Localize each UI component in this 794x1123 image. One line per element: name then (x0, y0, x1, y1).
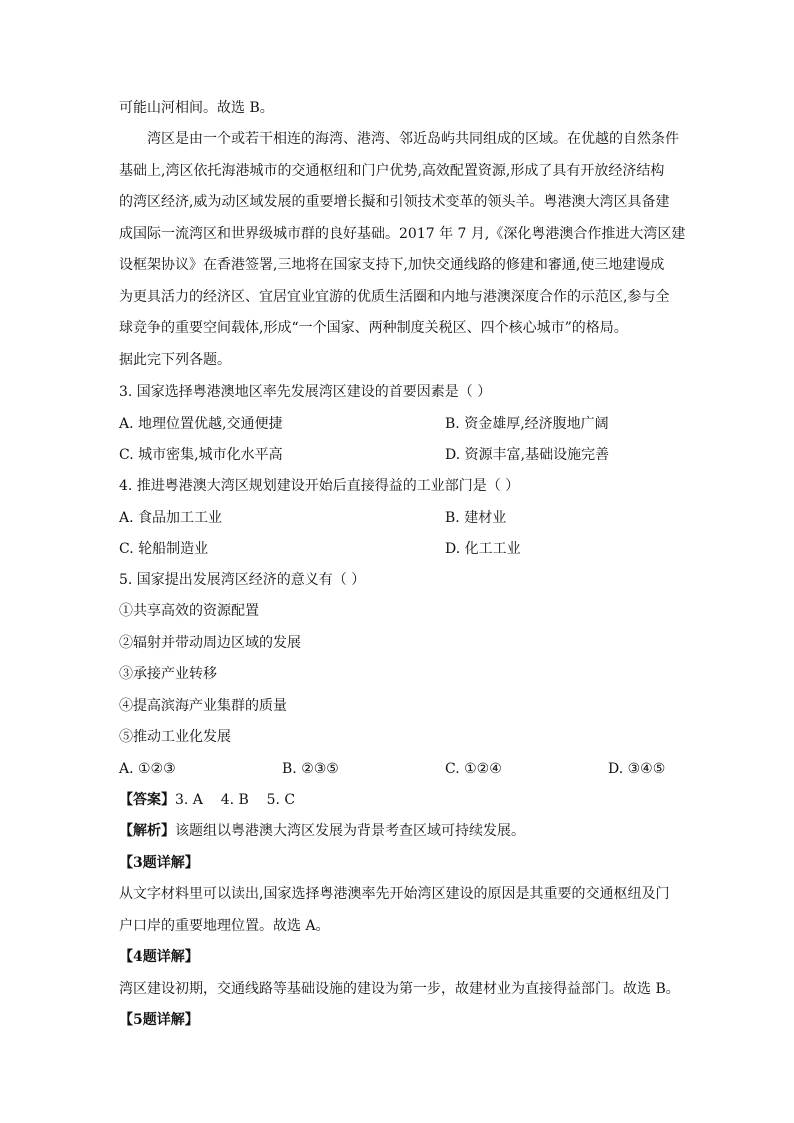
detail-5-heading: 【5题详解】 (119, 1012, 199, 1028)
passage-line-5: 设框架协议》在香港签署,三地将在国家支持下,加快交通线路的修建和審通,使三地建谩成 (119, 257, 665, 273)
question-3-option-c: C. 城市密集,城市化水平高 (119, 447, 283, 463)
question-5-item-1: ①共享高效的资源配置 (119, 603, 259, 619)
detail-3-line-2: 户口岸的重要地理位置。故选 A。 (119, 918, 330, 934)
answer-text: 3. A 4. B 5. C (175, 792, 296, 808)
detail-4-line-1: 湾区建设初期，交通线路等基础设施的建设为第一步，故建材业为直接得益部门。故选 B。 (119, 981, 680, 997)
question-5-item-3: ③承接产业转移 (119, 666, 217, 682)
question-3-stem: 3. 国家选择粤港澳地区率先发展湾区建设的首要因素是（ ） (119, 384, 492, 400)
analysis-line (119, 821, 525, 841)
question-5-option-b: B. ②③⑤ (282, 761, 339, 777)
question-4-option-d: D. 化工工业 (445, 541, 521, 557)
passage-line-1: 湾区是由一个或若干相连的海湾、港湾、邻近岛屿共同组成的区域。在优越的自然条件 (147, 131, 679, 147)
detail-4-heading: 【4题详解】 (119, 949, 199, 965)
question-5-option-a: A. ①②③ (119, 761, 176, 777)
passage-line-2: 基础上,湾区依托海港城市的交通枢纽和门户优势,高效配置资源,形成了具有开放经济结构 (119, 163, 665, 179)
question-5-item-5: ⑤推动工业化发展 (119, 729, 231, 745)
passage-line-3: 的湾区经济,威为动区域发展的重要增长擬和引领技术变革的领头羊。粤港澳大湾区具备建 (119, 194, 670, 210)
question-4-option-a: A. 食品加工工业 (119, 510, 223, 526)
question-5-option-d: D. ③④⑤ (608, 761, 666, 777)
answer-line (119, 790, 295, 810)
passage-line-4: 成国际一流湾区和世界级城市群的良好基础。2017 年 7 月,《深化粤港澳合作推进大湾区建 (119, 226, 686, 242)
continuation-line: 可能山河相间。故选 B。 (119, 100, 274, 116)
question-5-stem: 5. 国家提出发展湾区经济的意义有（ ） (119, 572, 366, 588)
analysis-text: 该题组以粤港澳大湾区发展为背景考查区域可持续发展。 (175, 823, 525, 839)
question-3-option-d: D. 资源丰富,基础设施完善 (445, 447, 610, 463)
question-5-item-4: ④提高滨海产业集群的质量 (119, 698, 287, 714)
question-4-option-c: C. 轮船制造业 (119, 541, 209, 557)
question-4-stem: 4. 推进粤港澳大湾区规划建设开始后直接得益的工业部门是（ ） (119, 478, 520, 494)
question-5-item-2: ②辐射并带动周边区域的发展 (119, 635, 301, 651)
analysis-label: 【解析】 (119, 823, 175, 839)
question-4-option-b: B. 建材业 (445, 510, 507, 526)
passage-instruction: 据此完下列各题。 (119, 352, 231, 368)
question-3-option-b: B. 资金雄厚,经济腹地广阔 (445, 416, 609, 432)
detail-3-heading: 【3题详解】 (119, 855, 199, 871)
answer-label: 【答案】 (119, 792, 175, 808)
passage-line-7: 球竞争的重要空间载体,形成“一个国家、两种制度关税区、四个核心城市”的格局。 (119, 320, 628, 336)
passage-line-6: 为更具活力的经济区、宜居宜业宜游的优质生活圈和内地与港澳深度合作的示范区,参与全 (119, 289, 670, 305)
detail-3-line-1: 从文字材料里可以读出,国家选择粤港澳率先开始湾区建设的原因是其重要的交通枢纽及门 (119, 886, 670, 902)
question-5-option-c: C. ①②④ (445, 761, 502, 777)
question-3-option-a: A. 地理位置优越,交通便捷 (119, 416, 283, 432)
